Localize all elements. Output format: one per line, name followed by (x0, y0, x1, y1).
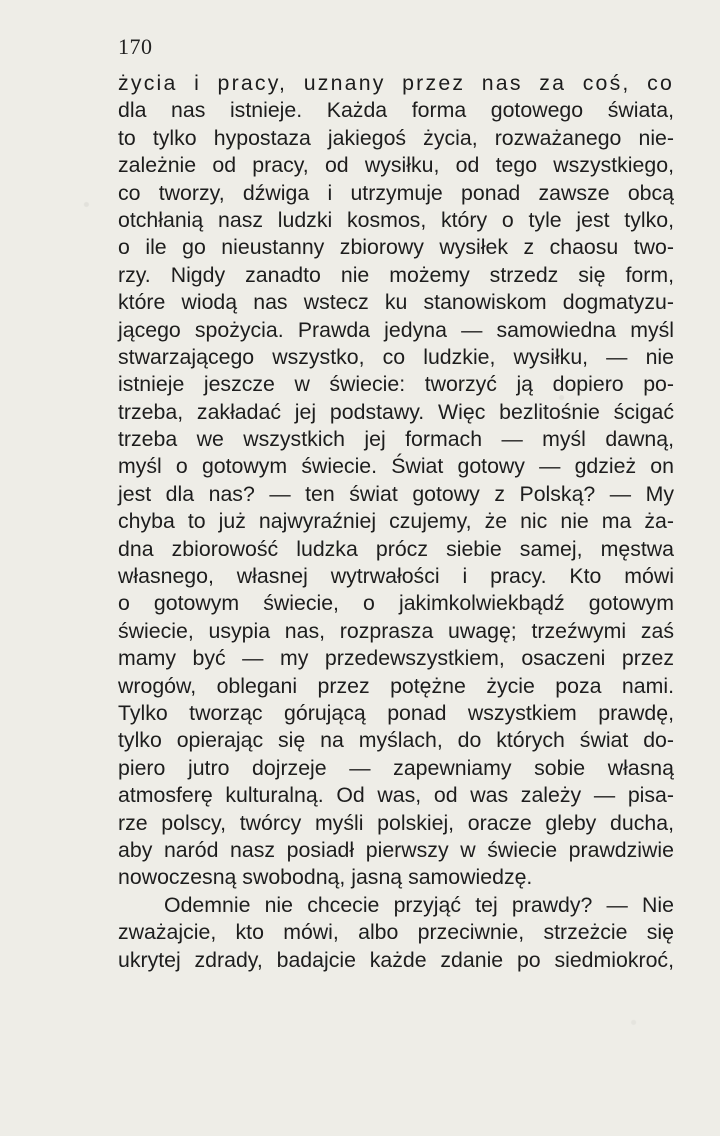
text-line: tylko opierając się na myślach, do których świat do- (118, 728, 674, 753)
text-line: to tylko hypostaza jakiegoś życia, rozważanego nie- (118, 125, 674, 150)
text-line: rzy. Nigdy zanadto nie możemy strzedz się form, (118, 262, 674, 287)
text-line: dna zbiorowość ludzka prócz siebie samej, męstwa (118, 536, 674, 561)
text-line: zważajcie, kto mówi, albo przeciwnie, strzeżcie się (118, 920, 674, 945)
text-line: atmosferę kulturalną. Od was, od was zależy — pisa- (118, 783, 674, 808)
paragraph-first-line: Odemnie nie chcecie przyjąć tej prawdy? — Nie (164, 892, 674, 917)
text-line: o gotowym świecie, o jakimkolwiekbądź gotowym (118, 591, 674, 616)
text-line: o ile go nieustanny zbiorowy wysiłek z chaosu two- (118, 235, 674, 260)
text-line: życia i pracy, uznany przez nas za coś, co (118, 71, 674, 95)
text-line: zależnie od pracy, od wysiłku, od tego wszystkiego, (118, 153, 674, 178)
text-line: istnieje jeszcze w świecie: tworzyć ją dopiero po- (118, 372, 674, 397)
text-line: trzeba, zakładać jej podstawy. Więc bezlitośnie ścigać (118, 399, 674, 424)
text-line: własnego, własnej wytrwałości i pracy. Kto mówi (118, 564, 674, 589)
text-line: chyba to już najwyraźniej czujemy, że nic nie ma ża- (118, 509, 674, 534)
text-line: świecie, usypia nas, rozprasza uwagę; trzeźwymi zaś (118, 618, 674, 643)
text-line: wrogów, oblegani przez potężne życie poza nami. (118, 673, 674, 698)
text-line: ukrytej zdrady, badajcie każde zdanie po siedmiokroć, (118, 947, 674, 972)
text-line: nowoczesną swobodną, jasną samowiedzę. (118, 865, 533, 890)
text-line: myśl o gotowym świecie. Świat gotowy — gdzież on (118, 454, 674, 479)
body-text (118, 70, 674, 974)
text-line: stwarzającego wszystko, co ludzkie, wysiłku, — nie (118, 344, 674, 369)
text-line: piero jutro dojrzeje — zapewniamy sobie własną (118, 755, 674, 780)
text-line: trzeba we wszystkich jej formach — myśl dawną, (118, 427, 674, 452)
text-line: które wiodą nas wstecz ku stanowiskom dogmatyzu- (118, 290, 674, 315)
text-line: otchłanią nasz ludzki kosmos, który o tyle jest tylko, (118, 207, 674, 232)
text-line: rze polscy, twórcy myśli polskiej, oracze gleby ducha, (118, 810, 674, 835)
text-line: aby naród nasz posiadł pierwszy w świecie prawdziwie (118, 837, 674, 862)
page-number: 170 (118, 34, 153, 59)
text-line: Tylko tworząc górującą ponad wszystkiem prawdę, (118, 700, 674, 725)
text-line: jącego spożycia. Prawda jedyna — samowiedna myśl (118, 317, 674, 342)
text-line: co tworzy, dźwiga i utrzymuje ponad zawsze obcą (118, 180, 674, 205)
text-line: dla nas istnieje. Każda forma gotowego świata, (118, 98, 674, 123)
text-line: mamy być — my przedewszystkiem, osaczeni przez (118, 646, 674, 671)
text-line: jest dla nas? — ten świat gotowy z Polską? — My (118, 481, 674, 506)
